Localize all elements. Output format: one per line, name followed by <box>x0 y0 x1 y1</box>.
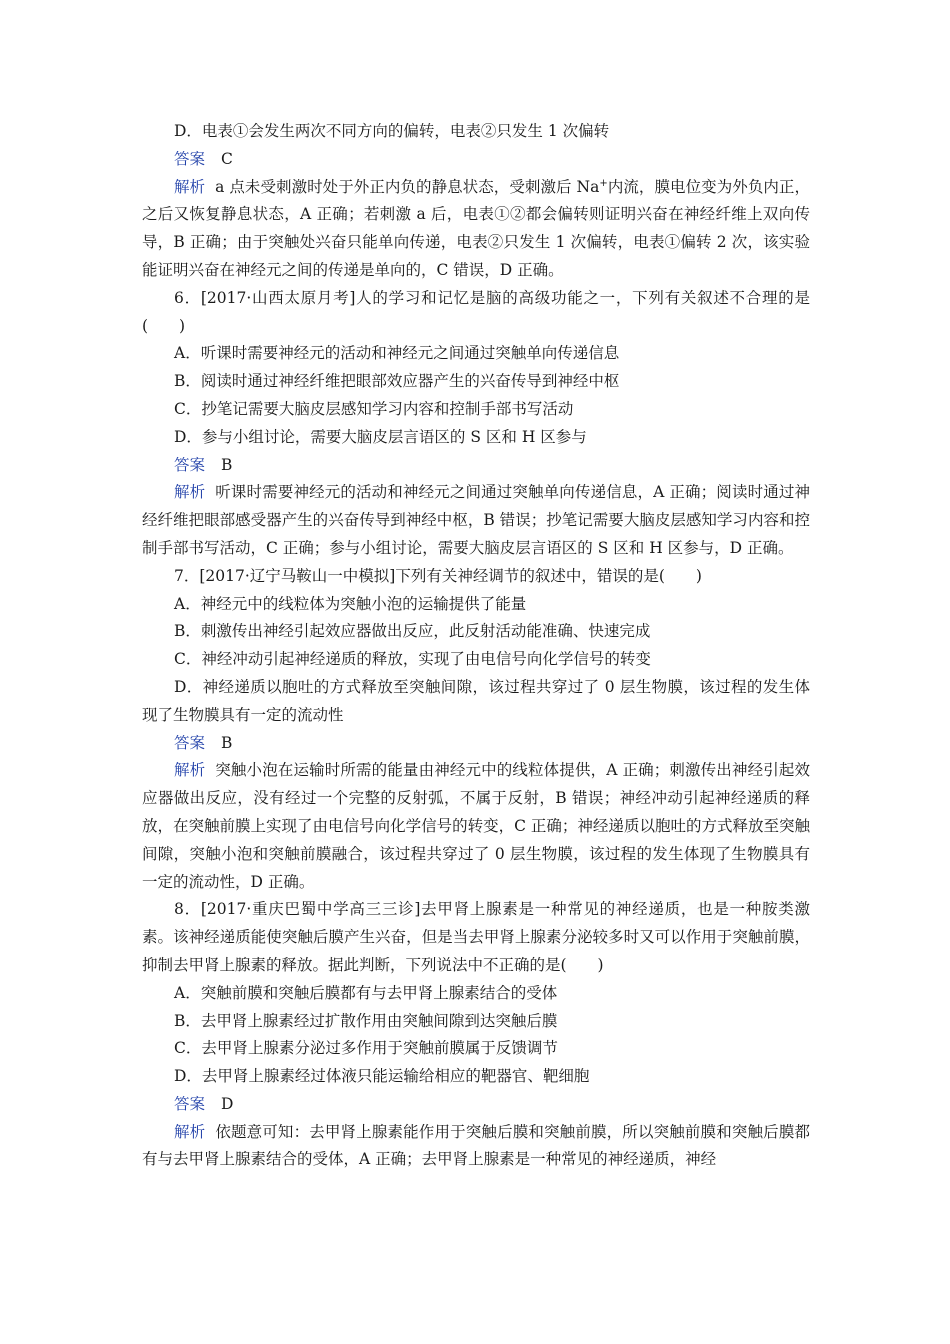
q8-answer <box>142 1091 810 1119</box>
q7-option-d: D．神经递质以胞吐的方式释放至突触间隙，该过程共穿过了 0 层生物膜，该过程的发生体现了生物膜具有一定的流动性 <box>142 677 810 724</box>
analysis-text: 依题意可知：去甲肾上腺素能作用于突触后膜和突触前膜，所以突触前膜和突触后膜都有与去甲肾上腺素结合的受体，A 正确；去甲肾上腺素是一种常见的神经递质，神经 <box>142 1122 810 1169</box>
answer-label: 答案 <box>174 455 206 474</box>
q6-option-d: D．参与小组讨论，需要大脑皮层言语区的 S 区和 H 区参与 <box>174 427 587 446</box>
analysis-label: 解析 <box>174 177 206 196</box>
q8-option-b: B．去甲肾上腺素经过扩散作用由突触间隙到达突触后膜 <box>174 1011 558 1030</box>
q6-analysis <box>142 479 810 562</box>
q8-option-a: A．突触前膜和突触后膜都有与去甲肾上腺素结合的受体 <box>174 983 558 1002</box>
q6-answer <box>142 452 810 480</box>
analysis-text: 突触小泡在运输时所需的能量由神经元中的线粒体提供，A 正确；刺激传出神经引起效应器做出反应，没有经过一个完整的反射弧，不属于反射，B 错误；神经冲动引起神经递质的释放，在突触前膜上实现了由电信号向化学信号的转变，C 正确；神经递质以胞吐的方式释放至突触间隙，突触小泡和突触前膜融合，该过程共穿过了 0 层生物膜，该过程的发生体现了生物膜具有一定的流动性，D 正确。 <box>142 761 810 891</box>
q5-answer <box>142 146 810 174</box>
analysis-text: 听课时需要神经元的活动和神经元之间通过突触单向传递信息，A 正确；阅读时通过神经纤维把眼部感受器产生的兴奋传导到神经中枢，B 错误；抄笔记需要大脑皮层感知学习内容和控制手部书写活动，C 正确；参与小组讨论，需要大脑皮层言语区的 S 区和 H 区参与，D 正确。 <box>142 483 810 557</box>
q6-option-a: A．听课时需要神经元的活动和神经元之间通过突触单向传递信息 <box>174 344 620 363</box>
answer-value: B <box>221 733 233 752</box>
q7-option-c: C．神经冲动引起神经递质的释放，实现了由电信号向化学信号的转变 <box>174 650 651 669</box>
q6-stem: 6．[2017·山西太原月考]人的学习和记忆是脑的高级功能之一，下列有关叙述不合理的是( ) <box>142 288 810 335</box>
document-page <box>142 118 810 1174</box>
analysis-text: a 点未受刺激时处于外正内负的静息状态，受刺激后 Na <box>215 177 600 196</box>
answer-label: 答案 <box>174 1094 206 1113</box>
q8-stem: 8．[2017·重庆巴蜀中学高三三诊]去甲肾上腺素是一种常见的神经递质，也是一种胺类激素。该神经递质能使突触后膜产生兴奋，但是当去甲肾上腺素分泌较多时又可以作用于突触前膜，抑制去甲肾上腺素的释放。据此判断，下列说法中不正确的是( ) <box>142 900 810 974</box>
answer-label: 答案 <box>174 733 206 752</box>
analysis-label: 解析 <box>174 483 206 502</box>
analysis-text: 内流，膜电位变为外负内正，之后又恢复静息状态，A 正确；若刺激 a 后，电表①②都会偏转则证明兴奋在神经纤维上双向传导，B 正确；由于突触处兴奋只能单向传递，电表②只发生 1 次偏转，电表①偏转 2 次，该实验能证明兴奋在神经元之间的传递是单向的，C 错误，D 正确。 <box>142 177 810 279</box>
q7-analysis <box>142 757 810 896</box>
answer-label: 答案 <box>174 149 206 168</box>
q6-option-c: C．抄笔记需要大脑皮层感知学习内容和控制手部书写活动 <box>174 399 574 418</box>
analysis-label: 解析 <box>174 761 206 780</box>
q7-option-b: B．刺激传出神经引起效应器做出反应，此反射活动能准确、快速完成 <box>174 622 651 641</box>
q6-option-b: B．阅读时通过神经纤维把眼部效应器产生的兴奋传导到神经中枢 <box>174 372 620 391</box>
superscript: + <box>599 177 608 189</box>
q7-stem: 7．[2017·辽宁马鞍山一中模拟]下列有关神经调节的叙述中，错误的是( ) <box>174 566 702 585</box>
q8-option-d: D．去甲肾上腺素经过体液只能运输给相应的靶器官、靶细胞 <box>174 1067 590 1086</box>
q7-option-a: A．神经元中的线粒体为突触小泡的运输提供了能量 <box>174 594 527 613</box>
answer-value: B <box>221 455 233 474</box>
q8-analysis <box>142 1119 810 1175</box>
q7-answer <box>142 730 810 758</box>
q8-option-c: C．去甲肾上腺素分泌过多作用于突触前膜属于反馈调节 <box>174 1039 558 1058</box>
analysis-label: 解析 <box>174 1122 206 1141</box>
q5-analysis <box>142 174 810 285</box>
answer-value: C <box>221 149 233 168</box>
answer-value: D <box>221 1094 234 1113</box>
q5-option-d: D．电表①会发生两次不同方向的偏转，电表②只发生 1 次偏转 <box>174 122 610 140</box>
